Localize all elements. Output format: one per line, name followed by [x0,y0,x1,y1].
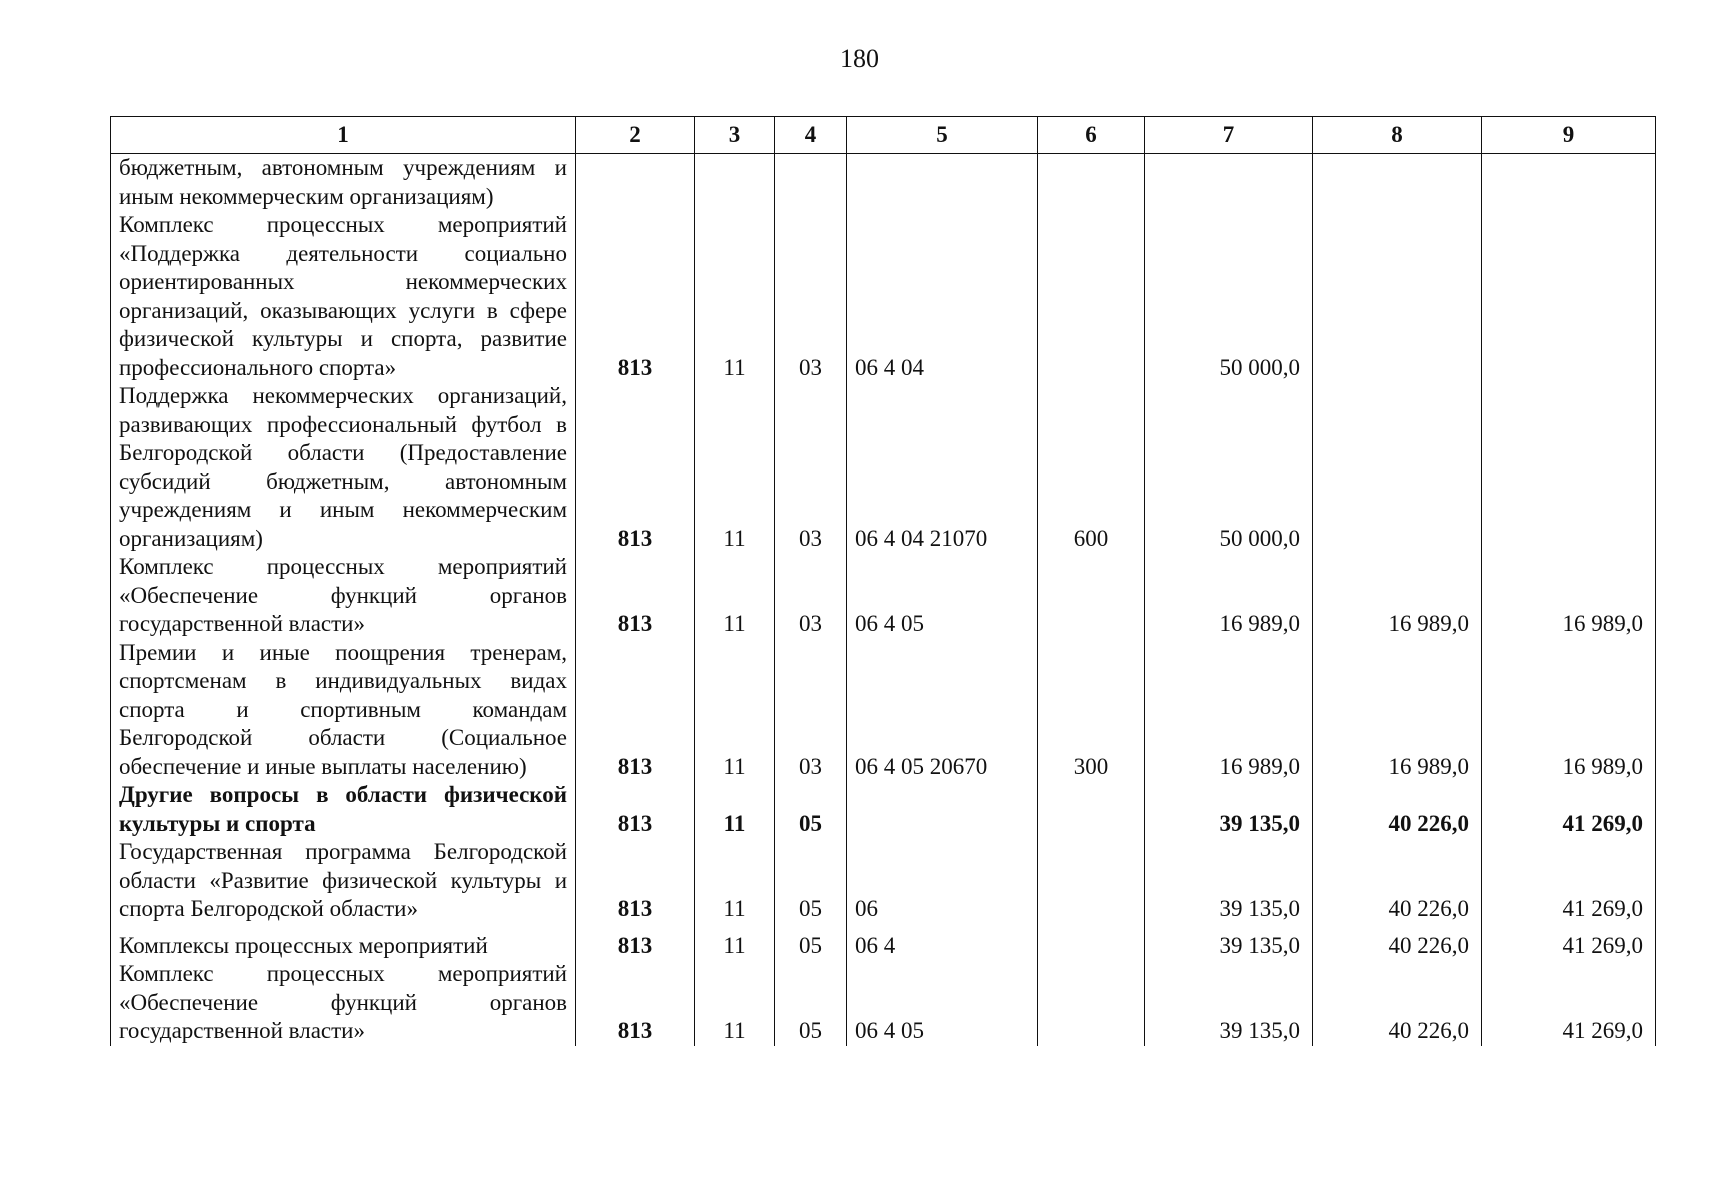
row-amount-2: 16 989,0 [1313,553,1482,639]
row-grbs: 813 [576,838,695,924]
row-csr: 06 4 05 [847,553,1038,639]
row-csr [847,781,1038,838]
row-amount-2: 40 226,0 [1313,838,1482,924]
row-csr: 06 4 04 [847,211,1038,382]
header-col-9: 9 [1482,117,1656,154]
row-pr: 05 [775,960,847,1046]
row-pr: 03 [775,382,847,553]
row-amount-3 [1482,154,1656,212]
row-amount-2 [1313,154,1482,212]
row-amount-2: 40 226,0 [1313,960,1482,1046]
header-col-3: 3 [695,117,775,154]
header-col-5: 5 [847,117,1038,154]
row-amount-1: 39 135,0 [1145,838,1313,924]
row-amount-2: 16 989,0 [1313,639,1482,782]
row-grbs: 813 [576,211,695,382]
row-grbs [576,154,695,212]
header-col-7: 7 [1145,117,1313,154]
row-amount-3: 41 269,0 [1482,781,1656,838]
row-amount-1: 50 000,0 [1145,382,1313,553]
row-name: Другие вопросы в области физической культуры и спорта [111,781,576,838]
row-vr [1038,553,1145,639]
row-grbs: 813 [576,639,695,782]
row-rz: 11 [695,211,775,382]
row-grbs: 813 [576,553,695,639]
row-amount-2: 40 226,0 [1313,781,1482,838]
row-grbs: 813 [576,382,695,553]
row-amount-3: 41 269,0 [1482,924,1656,961]
row-pr: 05 [775,838,847,924]
row-name: бюджетным, автономным учреждениям и иным некоммерческим организациям) [111,154,576,212]
row-csr: 06 4 [847,924,1038,961]
row-amount-3: 41 269,0 [1482,838,1656,924]
table-row [111,639,1656,782]
row-name: Комплексы процессных мероприятий [111,924,576,961]
row-rz: 11 [695,639,775,782]
row-rz: 11 [695,553,775,639]
row-vr: 300 [1038,639,1145,782]
row-name: Комплекс процессных мероприятий «Обеспечение функций органов государственной власти» [111,960,576,1046]
table-row [111,154,1656,212]
row-name: Премии и иные поощрения тренерам, спортсменам в индивидуальных видах спорта и спортивным командам Белгородской области (Социальное обеспечение и иные выплаты населению) [111,639,576,782]
row-csr: 06 [847,838,1038,924]
row-vr [1038,924,1145,961]
row-amount-3 [1482,382,1656,553]
header-col-1: 1 [111,117,576,154]
row-name: Государственная программа Белгородской области «Развитие физической культуры и спорта Белгородской области» [111,838,576,924]
budget-table [110,116,1656,1046]
row-amount-1: 39 135,0 [1145,960,1313,1046]
row-rz [695,154,775,212]
row-vr: 600 [1038,382,1145,553]
row-amount-1: 16 989,0 [1145,553,1313,639]
row-name: Поддержка некоммерческих организаций, развивающих профессиональный футбол в Белгородской области (Предоставление субсидий бюджетным, автономным учреждениям и иным некоммерческим организациям) [111,382,576,553]
row-grbs: 813 [576,924,695,961]
row-vr [1038,211,1145,382]
row-amount-3: 16 989,0 [1482,639,1656,782]
row-csr [847,154,1038,212]
page-number: 180 [840,44,879,73]
row-pr [775,154,847,212]
row-csr: 06 4 04 21070 [847,382,1038,553]
row-amount-1: 16 989,0 [1145,639,1313,782]
row-amount-3: 16 989,0 [1482,553,1656,639]
row-vr [1038,960,1145,1046]
row-pr: 05 [775,781,847,838]
row-amount-2 [1313,211,1482,382]
table-row [111,553,1656,639]
row-amount-3 [1482,211,1656,382]
row-rz: 11 [695,382,775,553]
row-vr [1038,781,1145,838]
row-pr: 05 [775,924,847,961]
header-col-4: 4 [775,117,847,154]
header-row [111,117,1656,154]
table-row-section [111,781,1656,838]
header-col-2: 2 [576,117,695,154]
row-amount-1: 50 000,0 [1145,211,1313,382]
row-pr: 03 [775,639,847,782]
table-row [111,211,1656,382]
row-rz: 11 [695,960,775,1046]
table-row [111,382,1656,553]
row-rz: 11 [695,924,775,961]
row-rz: 11 [695,781,775,838]
row-vr [1038,838,1145,924]
row-amount-3: 41 269,0 [1482,960,1656,1046]
row-csr: 06 4 05 [847,960,1038,1046]
row-amount-1: 39 135,0 [1145,924,1313,961]
row-amount-1: 39 135,0 [1145,781,1313,838]
row-amount-1 [1145,154,1313,212]
row-rz: 11 [695,838,775,924]
row-grbs: 813 [576,960,695,1046]
table-row [111,838,1656,924]
row-pr: 03 [775,553,847,639]
header-col-8: 8 [1313,117,1482,154]
row-name: Комплекс процессных мероприятий «Обеспечение функций органов государственной власти» [111,553,576,639]
row-amount-2: 40 226,0 [1313,924,1482,961]
row-vr [1038,154,1145,212]
row-amount-2 [1313,382,1482,553]
table-row [111,924,1656,961]
row-csr: 06 4 05 20670 [847,639,1038,782]
header-col-6: 6 [1038,117,1145,154]
row-grbs: 813 [576,781,695,838]
table-row [111,960,1656,1046]
row-name: Комплекс процессных мероприятий «Поддержка деятельности социально ориентированных некоммерческих организаций, оказывающих услуги в сфере физической культуры и спорта, развитие профессионального спорта» [111,211,576,382]
row-pr: 03 [775,211,847,382]
